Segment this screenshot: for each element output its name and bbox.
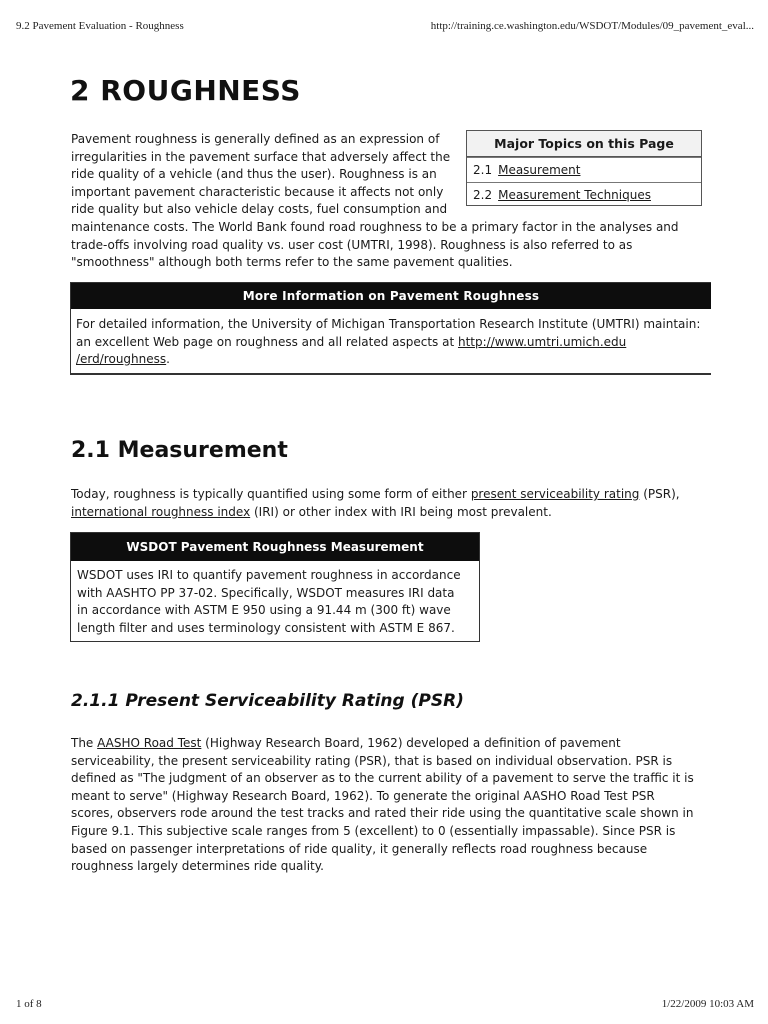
intro-line: ride quality of a vehicle (and thus the user). Roughness is an (71, 167, 437, 182)
psr-line: scores, observers rode around the test tracks and rated their ride using the quantitative scale shown in (71, 806, 694, 821)
measurement-text: (PSR), (639, 487, 680, 501)
major-topics-box (466, 130, 702, 206)
subsection-heading-psr: 2.1.1 Present Serviceability Rating (PSR) (71, 691, 464, 711)
measurement-line (71, 486, 731, 504)
psr-link[interactable]: present serviceability rating (470, 487, 640, 501)
iri-link[interactable]: international roughness index (71, 504, 251, 519)
section-heading-measurement: 2.1 Measurement (71, 438, 288, 463)
more-info-body (71, 309, 711, 373)
major-topics-heading: Major Topics on this Page (467, 131, 701, 157)
intro-line: Pavement roughness is generally defined as an expression of (71, 132, 440, 146)
umtri-link[interactable]: http://www.umtri.umich.edu (458, 334, 627, 349)
page-title: 2 ROUGHNESS (70, 74, 301, 107)
measurement-text: (IRI) or other index with IRI being most prevalent. (250, 504, 552, 519)
topic-link-measurement-techniques[interactable]: Measurement Techniques (498, 188, 651, 202)
wsdot-box-body (71, 561, 479, 641)
intro-line: maintenance costs. The World Bank found road roughness to be a primary factor in the analyses and (71, 219, 679, 234)
print-header (16, 20, 754, 36)
measurement-line (71, 504, 731, 522)
psr-line: roughness largely determines ride quality. (71, 859, 324, 874)
print-url: http://training.ce.washington.edu/WSDOT/Modules/09_pavement_eval... (430, 20, 754, 32)
wsdot-roughness-box (70, 532, 480, 642)
psr-line: Figure 9.1. This subjective scale ranges from 5 (excellent) to 0 (essentially impassable). Since PSR is (71, 823, 676, 838)
print-footer (16, 998, 754, 1014)
psr-line (71, 735, 731, 753)
wsdot-box-line: in accordance with ASTM E 950 using a 91.44 m (300 ft) wave (77, 603, 451, 618)
measurement-paragraph (71, 486, 731, 521)
psr-text: The (71, 736, 98, 750)
psr-line: defined as "The judgment of an observer as to the current ability of a pavement to serve the traffic it is (71, 771, 694, 786)
umtri-link-continued[interactable]: /erd/roughness (76, 352, 167, 367)
intro-line: important pavement characteristic because it affects not only (71, 184, 444, 199)
more-info-period: . (166, 352, 170, 367)
more-info-line (76, 334, 705, 352)
topic-number: 2.1 (473, 163, 493, 177)
topic-item-measurement (467, 157, 701, 182)
more-info-text: an excellent Web page on roughness and all related aspects at (76, 334, 458, 349)
aasho-road-test-link[interactable]: AASHO Road Test (97, 736, 202, 750)
intro-line: trade-offs involving road quality vs. user cost (UMTRI, 1998). Roughness is also referred to as (71, 237, 633, 252)
psr-paragraph (71, 735, 731, 876)
print-page-title: 9.2 Pavement Evaluation - Roughness (16, 20, 184, 32)
wsdot-box-line: with AASHTO PP 37-02. Specifically, WSDOT measures IRI data (77, 585, 455, 600)
wsdot-box-line: length filter and uses terminology consistent with ASTM E 867. (77, 620, 455, 635)
topic-link-measurement[interactable]: Measurement (498, 163, 581, 177)
more-info-line: For detailed information, the University of Michigan Transportation Research Institute (UMTRI) maintain: (76, 317, 701, 331)
more-info-line (76, 351, 705, 369)
measurement-text: Today, roughness is typically quantified using some form of either (71, 487, 471, 501)
wsdot-box-line: WSDOT uses IRI to quantify pavement roughness in accordance (77, 568, 461, 582)
print-datetime: 1/22/2009 10:03 AM (661, 998, 754, 1010)
intro-line: irregularities in the pavement surface that adversely affect the (71, 149, 451, 164)
psr-line: based on passenger interpretations of ride quality, it generally reflects road roughness because (71, 841, 648, 856)
wsdot-box-heading: WSDOT Pavement Roughness Measurement (71, 533, 479, 561)
psr-line: meant to serve" (Highway Research Board, 1962). To generate the original AASHO Road Test PSR (71, 788, 655, 803)
more-info-heading: More Information on Pavement Roughness (71, 283, 711, 309)
page-number: 1 of 8 (16, 998, 42, 1010)
psr-text: (Highway Research Board, 1962) developed a definition of pavement (201, 736, 621, 750)
topic-item-measurement-techniques (467, 182, 701, 207)
intro-line: ride quality but also vehicle delay costs, fuel consumption and (71, 202, 448, 217)
more-info-box (70, 282, 711, 375)
topic-number: 2.2 (473, 188, 493, 202)
psr-line: serviceability, the present serviceability rating (PSR), that is based on individual observation. PSR is (71, 753, 673, 768)
intro-line: "smoothness" although both terms refer to the same pavement qualities. (71, 255, 513, 270)
